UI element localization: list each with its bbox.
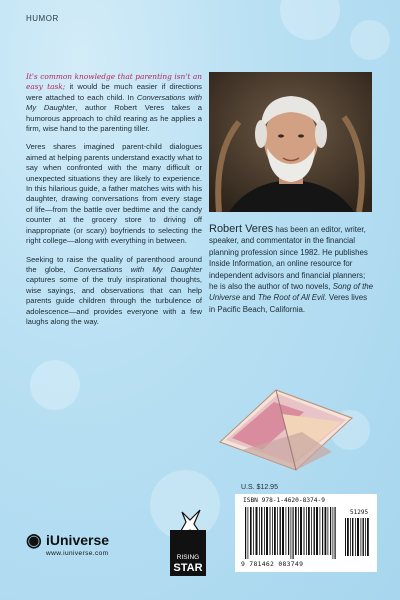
bio-text: has been an editor, writer, speaker, and commentator in the financial planning profession since 1982. He publishes Inside Information, an online resource for independent advisors and financial planners; he is also the author of two novels, (209, 225, 368, 292)
publisher-logo (26, 528, 146, 568)
isbn-text: ISBN 978-1-4620-8374-9 (243, 497, 325, 504)
author-bio (209, 224, 375, 315)
blurb-text: captures some of the truly inspirational thoughts, wise sayings, and observations that can help parents guide children through the turbulence of adolescence—and provides everyone with a few laughs along the way. (26, 275, 202, 326)
blurb-paragraph-2: Veres shares imagined parent-child dialogues aimed at helping parents understand exactly what to say when confronted with the many difficult or unexpected situations they are likely to experience. In this hilarious guide, a father matches wits with his daughter, drawing conversations from every stage of life—from the battle over bedtime and the candy counter at the grocery store to driving off inappropriate (or scary) boyfriends to selecting the right college—along with everything in between. (26, 142, 202, 246)
novel-title: The Root of All Evil (257, 293, 325, 303)
blurb-text: it would be much easier if directions were attached to each child. In (26, 82, 202, 102)
blurb-handwritten-lead: It's common knowledge that parenting isn't an easy task; (26, 72, 202, 92)
price-label: U.S. $12.95 (241, 484, 278, 491)
background-bokeh (30, 360, 80, 410)
genre-label: HUMOR (26, 14, 59, 23)
publisher-url[interactable]: www.iuniverse.com (46, 550, 109, 557)
bio-text: . Veres lives in Pacific Beach, California. (209, 293, 368, 314)
barcode-number: 9 781462 083749 (241, 560, 304, 568)
star-label: STAR (173, 562, 203, 574)
bio-text: and (240, 293, 258, 303)
blurb-text: , author Robert Veres takes a humorous approach to child rearing as he applies a firm, wise hand to the parenting tiller. (26, 103, 202, 134)
blurb-paragraph-3 (26, 255, 202, 328)
background-bokeh (350, 20, 390, 60)
iuniverse-swirl-icon: ◉ (26, 530, 42, 550)
blurb-text: Seeking to raise the quality of parenthood around the globe, (26, 254, 202, 274)
magazine-illustration (212, 372, 360, 472)
publisher-name: iUniverse (46, 532, 110, 548)
isbn-barcode (235, 494, 377, 572)
rising-star-badge (160, 508, 218, 582)
blurb-paragraph-1 (26, 72, 202, 134)
book-title: Conversations with My Daughter (73, 264, 202, 274)
novel-title: Song of the Universe (209, 282, 374, 303)
rising-label: RISING (176, 554, 200, 561)
book-title: Conversations with My Daughter (26, 92, 202, 113)
background-bokeh (280, 0, 340, 40)
price-code: 51295 (350, 509, 369, 516)
author-name: Robert Veres (209, 223, 274, 235)
back-cover-blurb (26, 72, 202, 335)
author-photo (209, 72, 372, 212)
